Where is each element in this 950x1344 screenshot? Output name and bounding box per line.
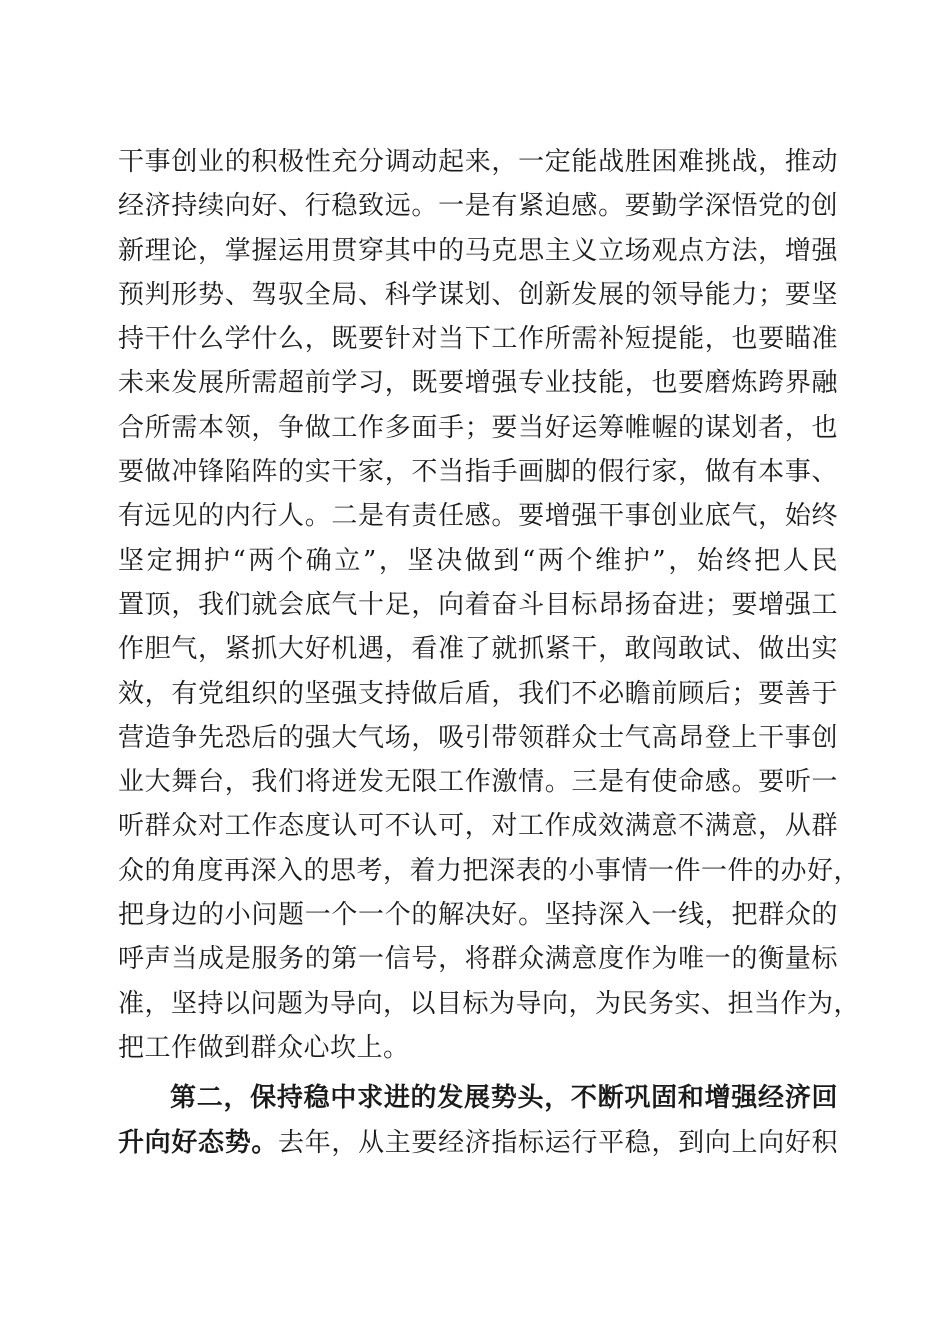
text-line: 合所需本领，争做工作多面手；要当好运筹帷幄的谋划者，也 [118,412,838,443]
body-text [118,140,861,1165]
text-line: 听群众对工作态度认可不认可，对工作成效满意不满意，从群 [118,811,838,842]
text-line: 把身边的小问题一个一个的解决好。坚持深入一线，把群众的 [118,900,838,931]
text-line: 营造争先恐后的强大气场，吸引带领群众士气高昂登上干事创 [118,722,838,753]
paragraph-text: 去年，从主要经济指标运行平稳，到向上向好积 [278,1127,838,1158]
text-line: 准，坚持以问题为导向，以目标为导向，为民务实、担当作为， [118,988,861,1019]
text-line [118,1121,838,1165]
text-line: 置顶，我们就会底气十足，向着奋斗目标昂扬奋进；要增强工 [118,589,838,620]
text-line: 坚定拥护“两个确立”，坚决做到“两个维护”，始终把人民 [118,545,838,576]
text-line: 要做冲锋陷阵的实干家，不当指手画脚的假行家，做有本事、 [118,457,838,488]
text-line: 众的角度再深入的思考，着力把深表的小事情一件一件的办好， [118,855,861,886]
text-line: 业大舞台，我们将迸发无限工作激情。三是有使命感。要听一 [118,767,838,798]
text-line: 效，有党组织的坚强支持做后盾，我们不必瞻前顾后；要善于 [118,678,838,709]
text-line: 作胆气，紧抓大好机遇，看准了就抓紧干，敢闯敢试、做出实 [118,634,838,665]
text-line: 干事创业的积极性充分调动起来，一定能战胜困难挑战，推动 [118,147,838,177]
text-line: 有远见的内行人。二是有责任感。要增强干事创业底气，始终 [118,501,838,532]
text-line: 预判形势、驾驭全局、科学谋划、创新发展的领导能力；要坚 [118,279,838,310]
paragraph-2 [118,1076,838,1165]
text-line: 未来发展所需超前学习，既要增强专业技能，也要磨炼跨界融 [118,368,838,399]
text-line: 把工作做到群众心坎上。 [118,1032,410,1063]
text-line: 新理论，掌握运用贯穿其中的马克思主义立场观点方法，增强 [118,235,838,266]
text-line: 呼声当成是服务的第一信号，将群众满意度作为唯一的衡量标 [118,944,838,975]
section-heading-line: 第二，保持稳中求进的发展势头，不断巩固和增强经济回 [170,1083,838,1114]
text-line: 持干什么学什么，既要针对当下工作所需补短提能，也要瞄准 [118,324,838,355]
text-line: 经济持续向好、行稳致远。一是有紧迫感。要勤学深悟党的创 [118,191,838,222]
section-heading-tail: 升向好态势。 [118,1127,279,1158]
paragraph-1 [118,140,861,1070]
